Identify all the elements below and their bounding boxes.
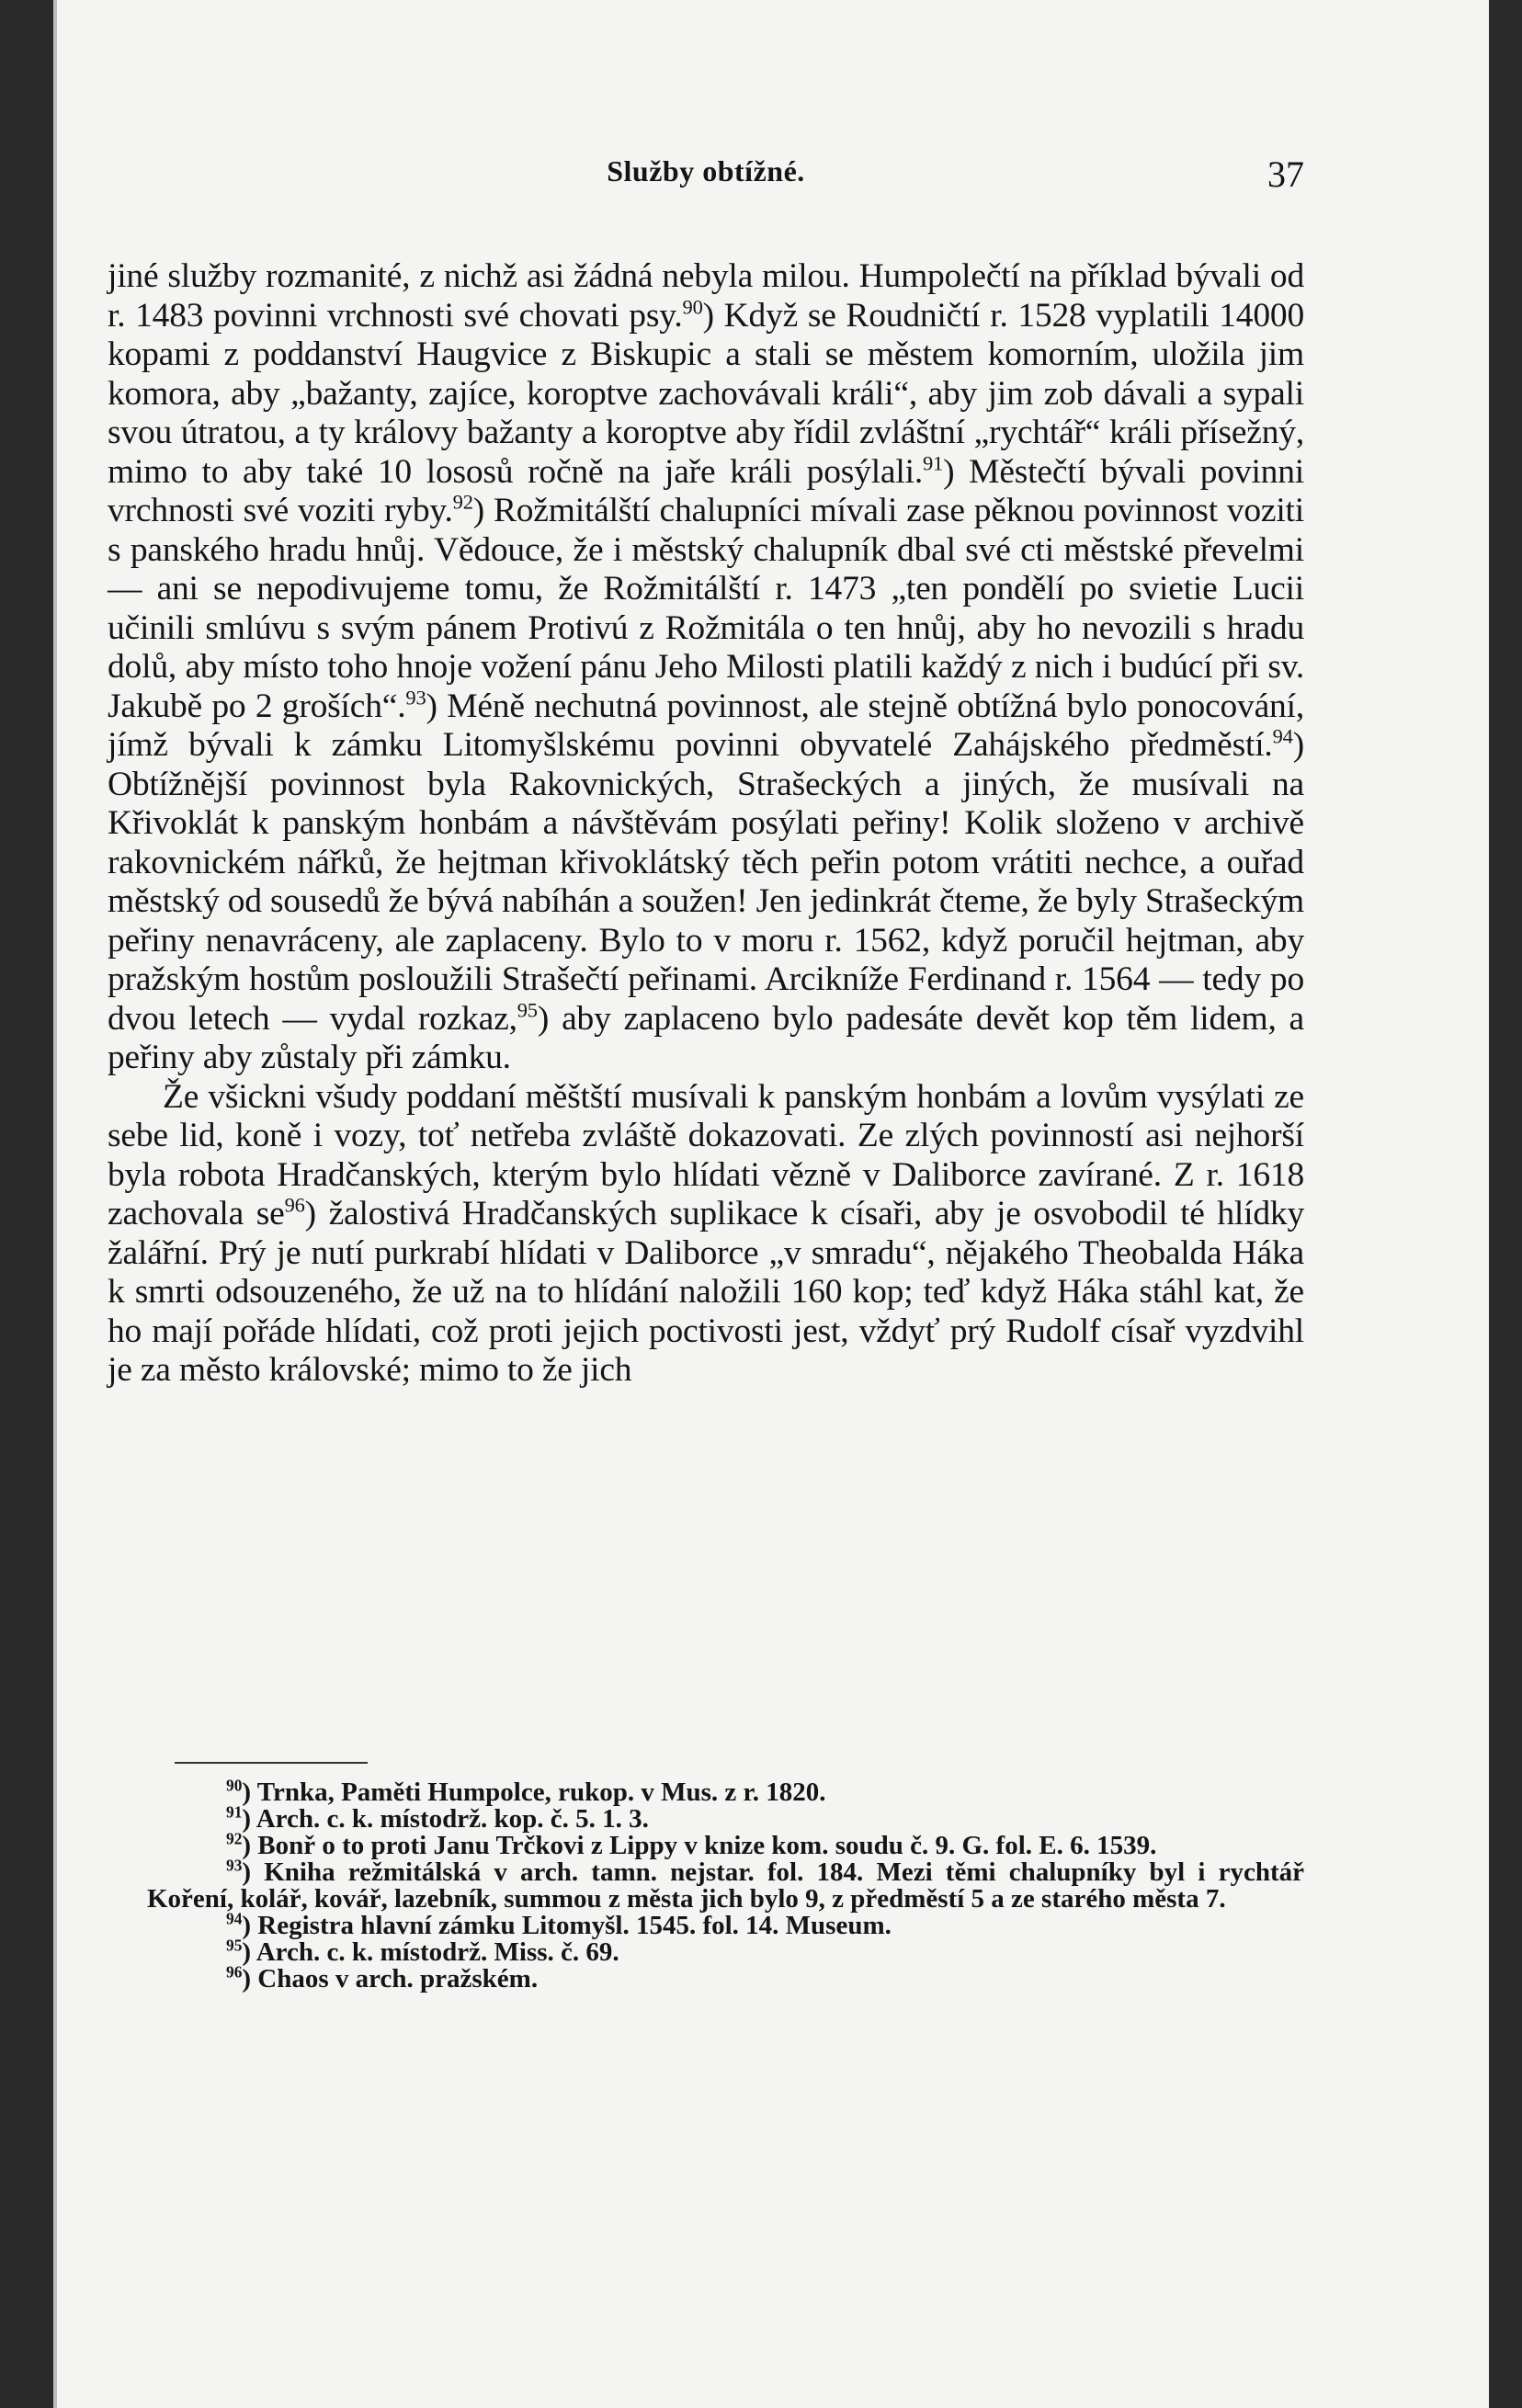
footnote-ref-95: 95 [517, 998, 538, 1021]
text-run: ) Obtížnější povinnost byla Rakovnických, Strašeckých a jiných, že musívali na Křivoklát k panským honbám a návštěvám posýlati peřiny! Kolik složeno v archivě rakovnickém nářků, že hejtman křivoklátský těch peřin potom vrátiti nechce, a ouřad městský od sousedů že bývá nabíhán a soužen! Jen jedinkrát čteme, že byly Strašeckým peřiny nenavráceny, ale zaplaceny. Bylo to v moru r. 1562, když poručil hejtman, aby pražským hostům posloužili Strašečtí peřinami. Arcikníže Ferdinand r. 1564 — tedy po dvou letech — vydal rozkaz, [108, 726, 1304, 1038]
footnote-text: ) Kniha režmitálská v arch. tamn. nejstar. fol. 184. Mezi těmi chalupníky byl i rychtář Koření, kolář, kovář, lazebník, summou z města jich bylo 9, z předměstí 5 a ze starého města 7. [147, 1857, 1304, 1914]
main-text [108, 257, 1304, 1391]
footnote-text: ) Arch. c. k. místodrž. Miss. č. 69. [242, 1937, 619, 1967]
footnote-ref-92: 92 [452, 490, 473, 514]
footnote-94 [147, 1909, 1304, 1940]
text-run: ) žalostivá Hradčanských suplikace k císaři, aby je osvobodil té hlídky žalářní. Prý je nutí purkrabí hlídati v Daliborce „v smradu“, nějakého Theobalda Háka k smrti odsouzeného, že už na to hlídání naložili 160 kop; teď když Háka stáhl kat, že ho mají pořáde hlídati, což proti jejich poctivosti jest, vždyť prý Rudolf císař vyzdvihl je za město královské; mimo to že jich [108, 1195, 1304, 1389]
text-run: ) Méně nechutná povinnost, ale stejně obtížná bylo ponocování, jímž bývali k zámku Litomyšlskému povinni obyvatelé Zahájského předměstí. [108, 687, 1304, 764]
footnote-number: 92 [226, 1829, 243, 1848]
text-run: jiné služby rozmanité, z nichž asi žádná nebyla milou. Humpolečtí na příklad bývali od r. 1483 povinni vrchnosti své chovati psy. [108, 257, 1304, 335]
footnote-96 [147, 1962, 1304, 1993]
text-run: ) Když se Roudničtí r. 1528 vyplatili 14000 kopami z poddanství Haugvice z Biskupic a stali se městem komorním, uložila jim komora, aby „bažanty, zajíce, koroptve zachovávali králi“, aby jim zob dávali a sypali svou útratou, a ty královy bažanty a koroptve aby řídil zvláštní „rychtář“ králi přísežný, mimo to aby také 10 lososů ročně na jaře králi posýlali. [108, 296, 1304, 491]
footnote-text: ) Registra hlavní zámku Litomyšl. 1545. fol. 14. Museum. [242, 1911, 892, 1940]
paragraph-1 [108, 257, 1304, 1078]
footnote-number: 94 [226, 1909, 243, 1928]
page-header [108, 154, 1304, 210]
footnote-text: ) Arch. c. k. místodrž. kop. č. 5. 1. 3. [242, 1804, 649, 1834]
footnote-ref-94: 94 [1272, 724, 1293, 748]
running-head: Služby obtížné. [607, 154, 805, 187]
footnote-91 [147, 1802, 1304, 1834]
footnote-ref-91: 91 [923, 451, 944, 474]
footnote-90 [147, 1776, 1304, 1807]
text-run: Že všickni všudy poddaní měštští musívali k panským honbám a lovům vysýlati ze sebe lid, koně i vozy, toť netřeba zvláště dokazovati. Ze zlých povinností asi nejhorší byla robota Hradčanských, kterým bylo hlídati vězně v Daliborce zavírané. Z r. 1618 zachovala se [108, 1077, 1304, 1232]
text-run: ) aby zaplaceno bylo padesáte devět kop těm lidem, a peřiny aby zůstaly při zámku. [108, 999, 1304, 1076]
footnote-95 [147, 1936, 1304, 1967]
footnote-number: 96 [226, 1962, 243, 1982]
text-run: ) Městečtí bývali povinni vrchnosti své voziti ryby. [108, 452, 1304, 529]
footnote-ref-93: 93 [405, 686, 426, 709]
footnotes [147, 1776, 1304, 1993]
footnote-text: ) Bonř o to proti Janu Trčkovi z Lippy v knize kom. soudu č. 9. G. fol. E. 6. 1539. [242, 1831, 1157, 1860]
footnote-number: 91 [226, 1802, 243, 1822]
footnote-number: 95 [226, 1936, 243, 1955]
footnote-92 [147, 1829, 1304, 1860]
footnote-ref-90: 90 [682, 295, 703, 318]
footnote-rule [175, 1762, 368, 1764]
paragraph-2 [108, 1078, 1304, 1391]
footnote-number: 90 [226, 1776, 243, 1795]
footnote-text: ) Trnka, Paměti Humpolce, rukop. v Mus. z r. 1820. [242, 1778, 826, 1807]
footnote-93 [147, 1856, 1304, 1914]
footnote-text: ) Chaos v arch. pražském. [242, 1964, 539, 1993]
footnote-number: 93 [226, 1856, 243, 1875]
page-number: 37 [1267, 153, 1304, 195]
text-run: ) Rožmitálští chalupníci mívali zase pěknou povinnost voziti s panského hradu hnůj. Vědouce, že i městský chalupník dbal své cti městské převelmi — ani se nepodivujeme tomu, že Rožmitálští r. 1473 „ten pondělí po svietie Lucii učinili smlúvu s svým pánem Protivú z Rožmitála o ten hnůj, aby ho nevozili s hradu dolů, aby místo toho hnoje vožení pánu Jeho Milosti platili každý z nich i budúcí při sv. Jakubě po 2 groších“. [108, 492, 1304, 725]
page-edge [53, 0, 57, 2408]
footnote-ref-96: 96 [284, 1193, 305, 1217]
